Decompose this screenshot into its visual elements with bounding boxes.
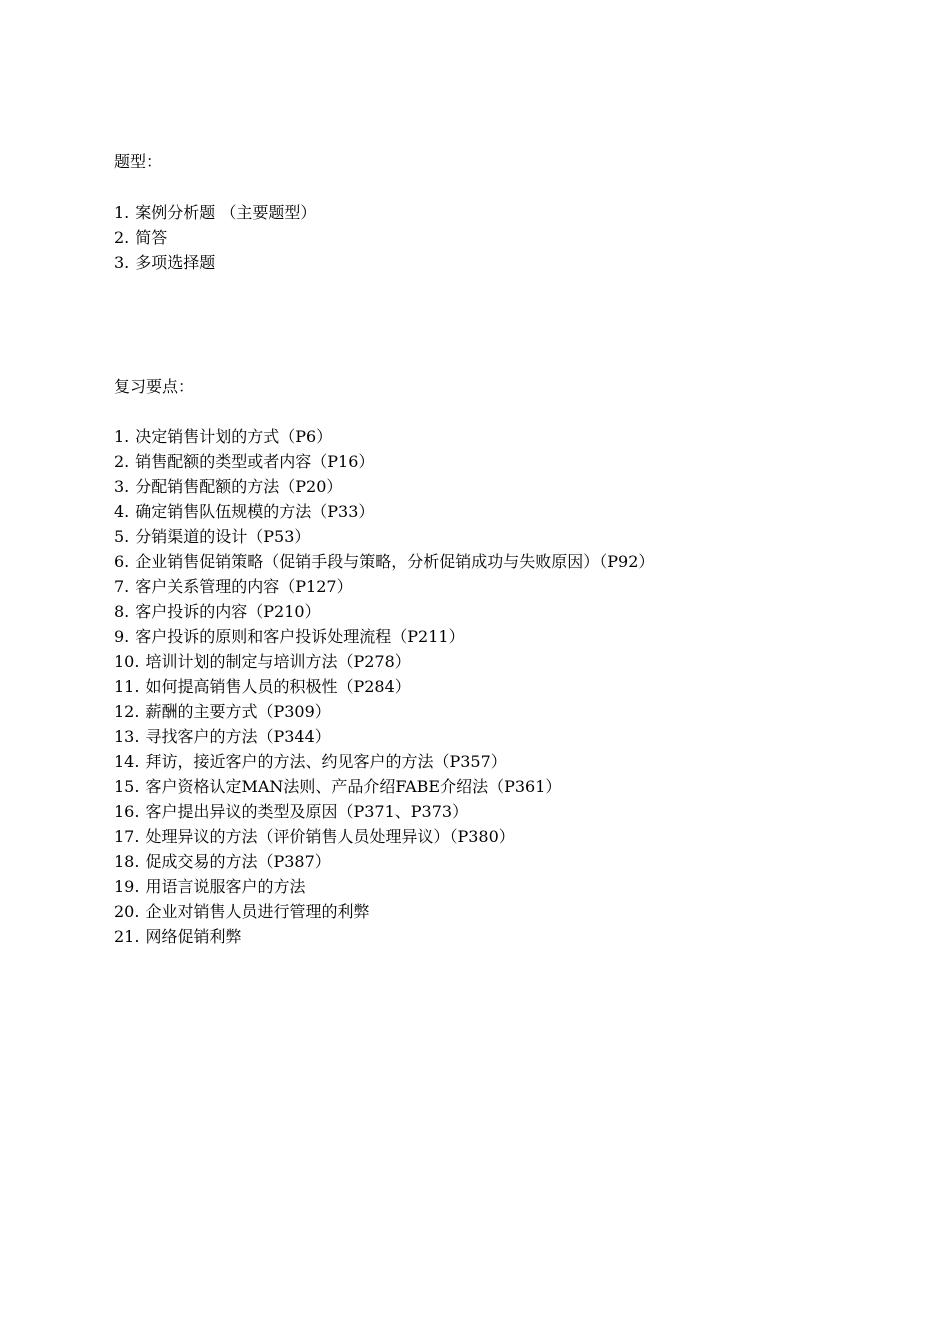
item-number: 21.	[114, 927, 140, 946]
item-number: 12.	[114, 702, 140, 721]
item-number: 5.	[114, 527, 130, 546]
list-item	[114, 749, 654, 774]
question-types-heading: 题型：	[114, 152, 163, 171]
item-number: 1.	[114, 203, 130, 222]
list-item	[114, 225, 316, 250]
item-text: 处理异议的方法（评价销售人员处理异议）（P380）	[145, 827, 515, 846]
item-number: 6.	[114, 552, 130, 571]
item-text: 如何提高销售人员的积极性（P284）	[145, 677, 411, 696]
item-text: 企业销售促销策略（促销手段与策略，分析促销成功与失败原因）（P92）	[135, 552, 655, 571]
item-text: 案例分析题 （主要题型）	[135, 203, 317, 222]
list-item	[114, 524, 654, 549]
item-text: 用语言说服客户的方法	[145, 877, 306, 896]
item-number: 20.	[114, 902, 140, 921]
item-number: 11.	[114, 677, 140, 696]
item-text: 客户资格认定MAN法则、产品介绍FABE介绍法（P361）	[145, 777, 562, 796]
list-item	[114, 649, 654, 674]
item-text: 确定销售队伍规模的方法（P33）	[135, 502, 375, 521]
item-text: 拜访，接近客户的方法、约见客户的方法（P357）	[145, 752, 507, 771]
item-text: 多项选择题	[135, 253, 216, 272]
list-item	[114, 449, 654, 474]
item-text: 客户投诉的原则和客户投诉处理流程（P211）	[135, 627, 465, 646]
review-points-list	[114, 424, 654, 949]
list-item	[114, 624, 654, 649]
item-text: 决定销售计划的方式（P6）	[135, 427, 333, 446]
list-item	[114, 899, 654, 924]
item-number: 8.	[114, 602, 130, 621]
item-number: 17.	[114, 827, 140, 846]
item-text: 促成交易的方法（P387）	[145, 852, 331, 871]
list-item	[114, 424, 654, 449]
list-item	[114, 674, 654, 699]
list-item	[114, 824, 654, 849]
item-text: 销售配额的类型或者内容（P16）	[135, 452, 375, 471]
list-item	[114, 874, 654, 899]
list-item	[114, 250, 316, 275]
review-points-heading: 复习要点：	[114, 377, 195, 396]
item-number: 3.	[114, 477, 130, 496]
question-types-list	[114, 200, 316, 275]
list-item	[114, 499, 654, 524]
item-number: 4.	[114, 502, 130, 521]
list-item	[114, 849, 654, 874]
item-text: 简答	[135, 228, 168, 247]
item-number: 13.	[114, 727, 140, 746]
item-number: 2.	[114, 452, 130, 471]
item-text: 客户投诉的内容（P210）	[135, 602, 321, 621]
item-number: 19.	[114, 877, 140, 896]
list-item	[114, 799, 654, 824]
list-item	[114, 924, 654, 949]
item-number: 2.	[114, 228, 130, 247]
item-text: 寻找客户的方法（P344）	[145, 727, 331, 746]
item-number: 18.	[114, 852, 140, 871]
item-text: 培训计划的制定与培训方法（P278）	[145, 652, 411, 671]
list-item	[114, 774, 654, 799]
item-text: 分配销售配额的方法（P20）	[135, 477, 343, 496]
item-number: 1.	[114, 427, 130, 446]
list-item	[114, 574, 654, 599]
item-text: 分销渠道的设计（P53）	[135, 527, 311, 546]
list-item	[114, 699, 654, 724]
item-number: 7.	[114, 577, 130, 596]
item-text: 客户提出异议的类型及原因（P371、P373）	[145, 802, 469, 821]
item-number: 10.	[114, 652, 140, 671]
item-text: 客户关系管理的内容（P127）	[135, 577, 353, 596]
item-number: 9.	[114, 627, 130, 646]
item-number: 14.	[114, 752, 140, 771]
item-number: 3.	[114, 253, 130, 272]
list-item	[114, 549, 654, 574]
item-number: 16.	[114, 802, 140, 821]
item-text: 企业对销售人员进行管理的利弊	[145, 902, 370, 921]
list-item	[114, 724, 654, 749]
item-text: 薪酬的主要方式（P309）	[145, 702, 331, 721]
list-item	[114, 599, 654, 624]
item-text: 网络促销利弊	[145, 927, 242, 946]
item-number: 15.	[114, 777, 140, 796]
list-item	[114, 200, 316, 225]
list-item	[114, 474, 654, 499]
